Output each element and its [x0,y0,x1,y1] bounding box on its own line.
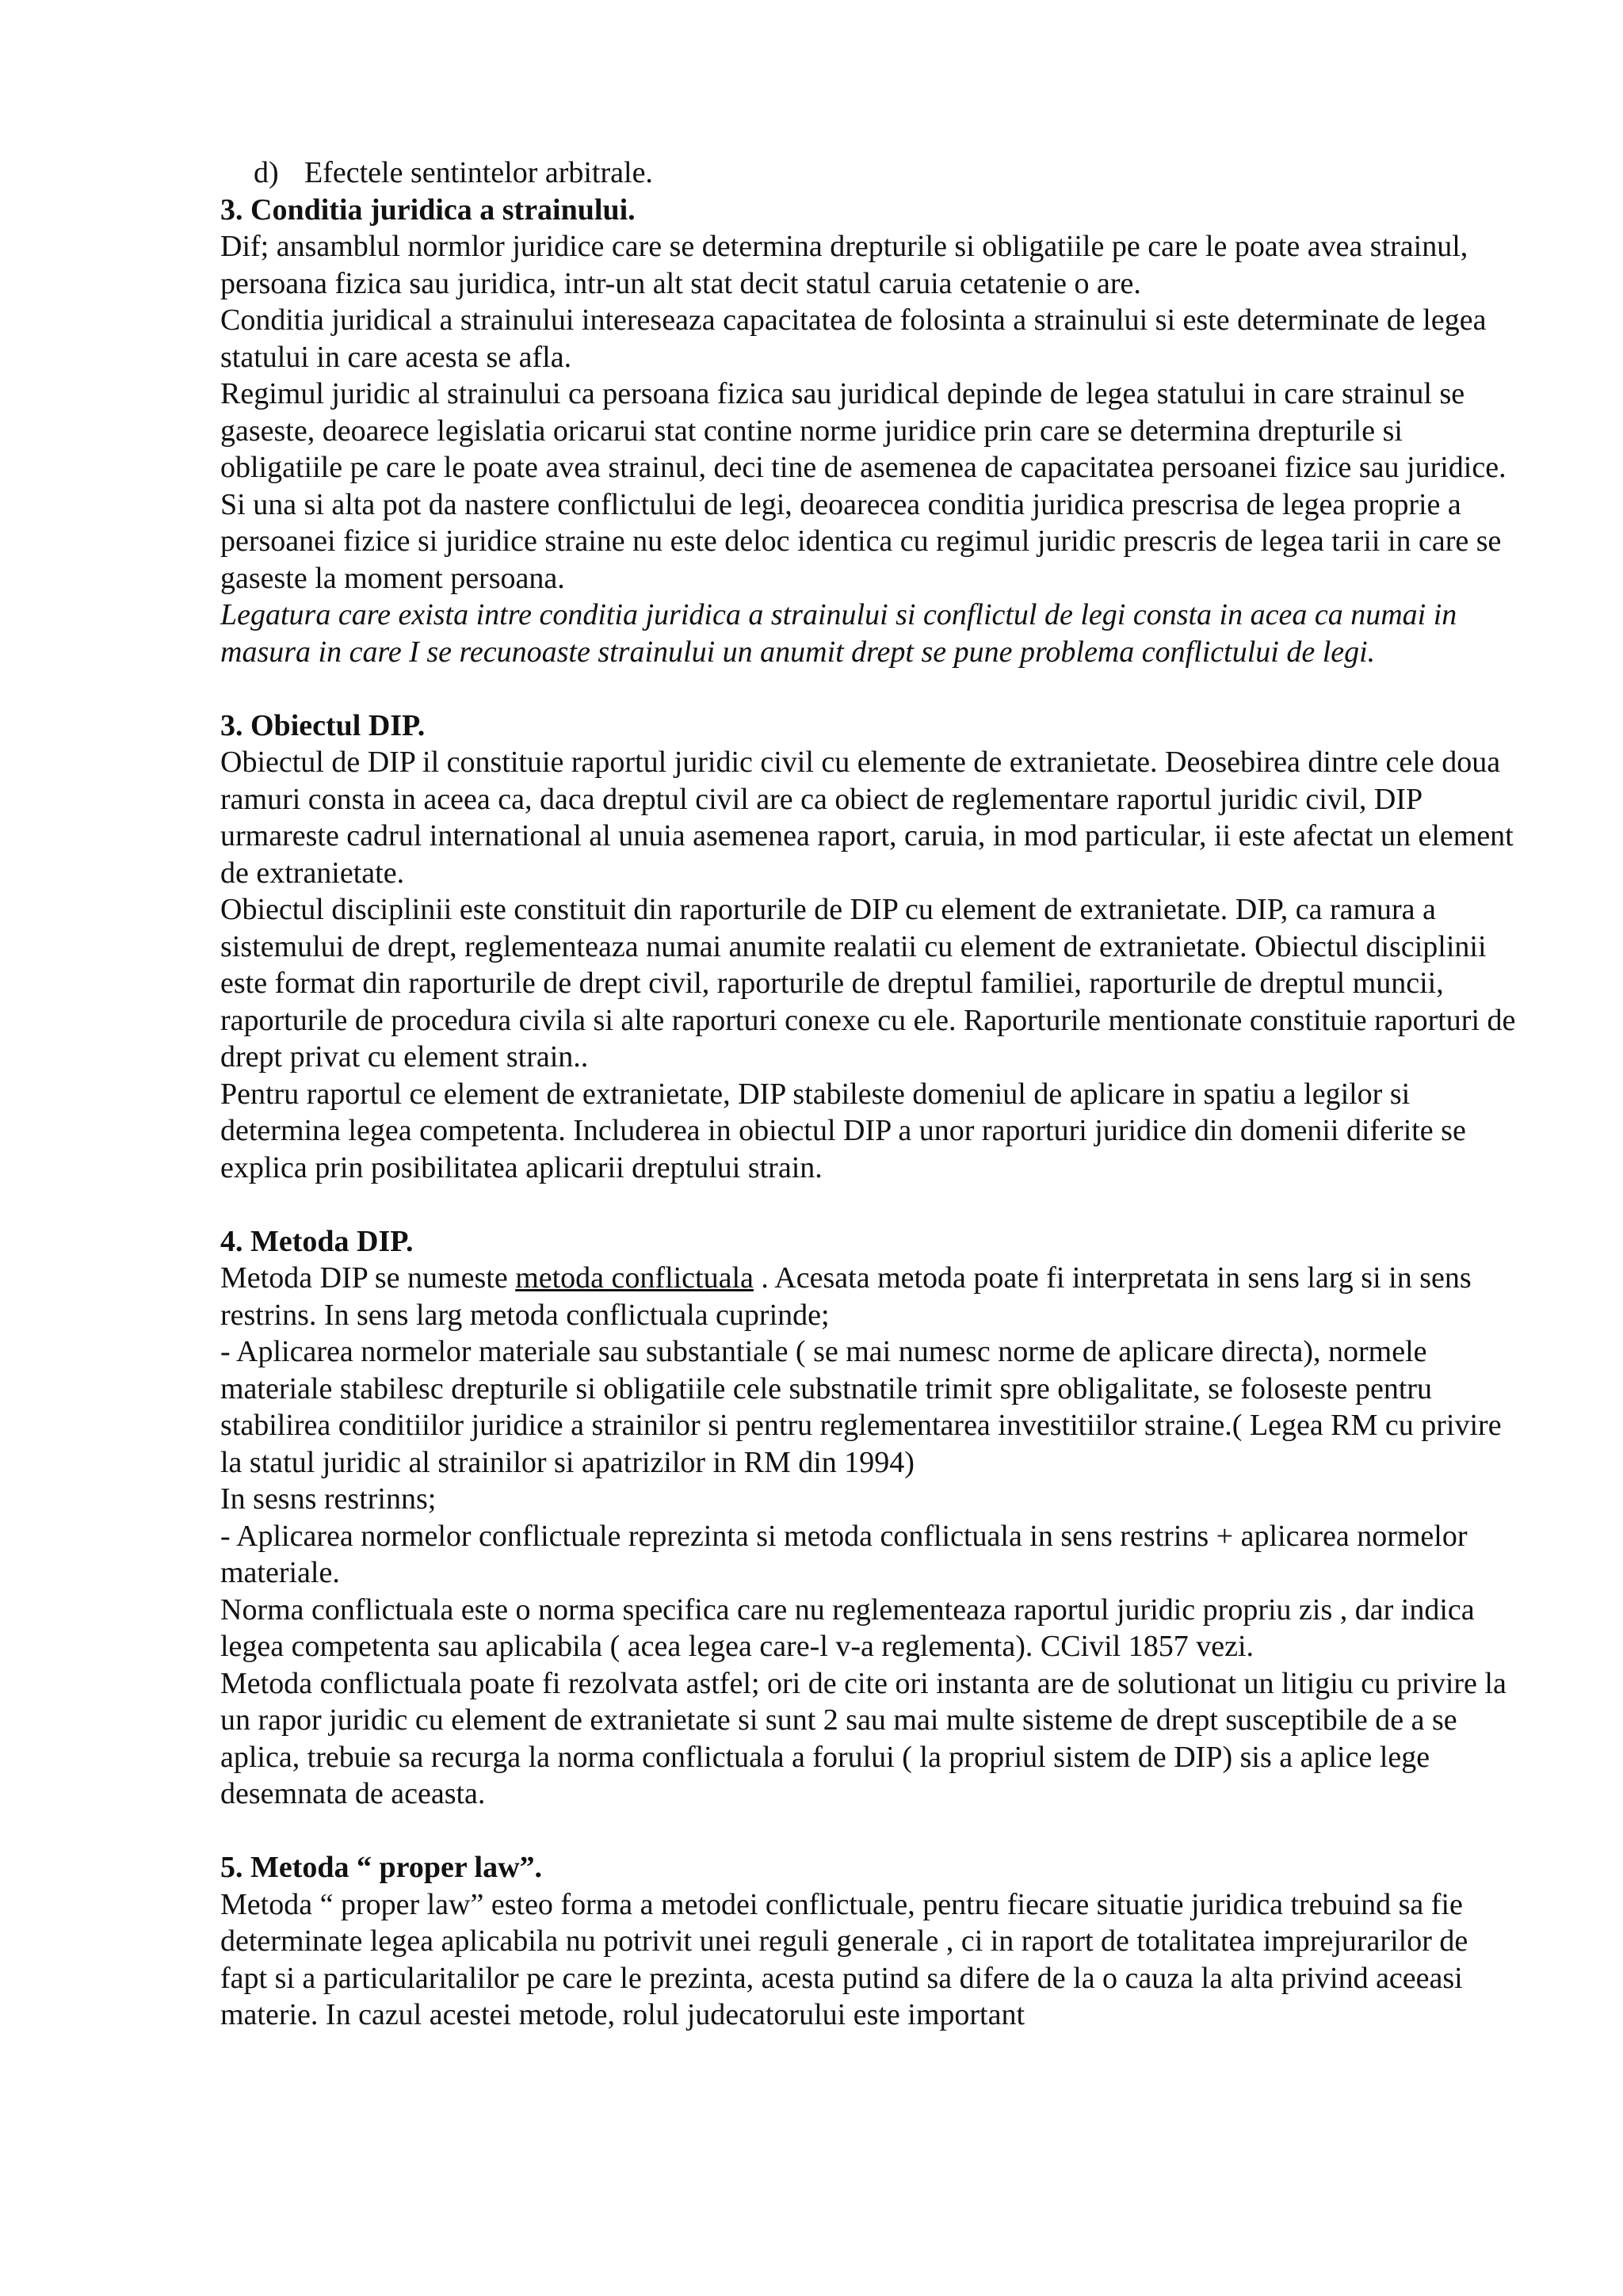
text-run: . Acesata metoda poate fi interpretata in sens larg si in sens restrins. In sens larg metoda conflictuala cuprinde; [220,1261,1472,1332]
paragraph: - Aplicarea normelor conflictuale reprezinta si metoda conflictuala in sens restrins + aplicarea normelor materiale. [220,1519,1468,1589]
heading-metoda-dip: 4. Metoda DIP. [220,1224,414,1258]
paragraph: Pentru raportul ce element de extranietate, DIP stabileste domeniul de aplicare in spatiu a legilor si determina legea competenta. Includerea in obiectul DIP a unor raporturi juridice din domenii diferite se explica prin posibilitatea aplicarii dreptului strain. [220,1077,1466,1184]
document-body [220,154,1520,2034]
list-item-d [254,154,1520,192]
paragraph: Norma conflictuala este o norma specifica care nu reglementeaza raportul juridic propriu zis , dar indica legea competenta sau aplicabila ( acea legea care-l v-a reglementa). CCivil 1857 vezi. [220,1592,1475,1663]
underlined-term: metoda conflictuala [515,1261,754,1295]
blank-line [220,670,1520,707]
paragraph: Conditia juridical a strainului intereseaza capacitatea de folosinta a strainului si este determinate de legea statului in care acesta se afla. [220,303,1487,374]
paragraph: In sesns restrinns; [220,1482,437,1516]
paragraph: Obiectul disciplinii este constituit din raporturile de DIP cu element de extranietate. DIP, ca ramura a sistemului de drept, reglementeaza numai anumite realatii cu element de extranietate. Obiectul disciplinii este format din raporturile de drept civil, raporturile de dreptul familiei, raporturile de dreptul muncii, raporturile de procedura civila si alte raporturi conexe cu ele. Raporturile mentionate constituie raporturi de drept privat cu element strain.. [220,893,1516,1074]
paragraph: Regimul juridic al strainului ca persoana fizica sau juridical depinde de legea statului in care strainul se gaseste, deoarece legislatia oricarui stat contine norme juridice prin care se determina drepturile si obligatiile pe care le poate avea strainul, deci tine de asemenea de capacitatea persoanei fizice sau juridice. Si una si alta pot da nastere conflictului de legi, deoarecea conditia juridica prescrisa de legea proprie a persoanei fizice si juridice straine nu este deloc identica cu regimul juridic prescris de legea tarii in care se gaseste la moment persoana. [220,377,1507,595]
list-marker: d) [254,156,279,189]
paragraph: Metoda conflictuala poate fi rezolvata astfel; ori de cite ori instanta are de solutionat un litigiu cu privire la un rapor juridic cu element de extranietate si sunt 2 sau mai multe sisteme de drept susceptibile de a se aplica, trebuie sa recurga la norma conflictuala a forului ( la propriul sistem de DIP) sis a aplice lege desemnata de aceasta. [220,1666,1507,1810]
heading-conditia-juridica: 3. Conditia juridica a strainului. [220,193,636,227]
paragraph: Obiectul de DIP il constituie raportul juridic civil cu elemente de extranietate. Deosebirea dintre cele doua ramuri consta in aceea ca, daca dreptul civil are ca obiect de reglementare raportul juridic civil, DIP urmareste cadrul international al unuia asemenea raport, caruia, in mod particular, ii este afectat un element de extranietate. [220,746,1514,890]
blank-line [220,1186,1520,1223]
italic-paragraph: Legatura care exista intre conditia juridica a strainului si conflictul de legi consta in acea ca numai in masura in care I se recunoaste strainului un anumit drept se pune problema conflictului de legi. [220,598,1457,669]
heading-metoda-proper-law: 5. Metoda “ proper law”. [220,1851,543,1884]
blank-line [220,1813,1520,1850]
paragraph: Dif; ansamblul normlor juridice care se determina drepturile si obligatiile pe care le poate avea strainul, persoana fizica sau juridica, intr-un alt stat decit statul caruia cetatenie o are. [220,230,1468,300]
list-item-text: Efectele sentintelor arbitrale. [304,156,653,189]
text-run: Metoda DIP se numeste [220,1261,516,1295]
paragraph: - Aplicarea normelor materiale sau substantiale ( se mai numesc norme de aplicare directa), normele materiale stabilesc drepturile si obligatiile cele substnatile trimit spre obligalitate, se foloseste pentru stabilirea conditiilor juridice a strainilor si pentru reglementarea investitiilor straine.( Legea RM cu privire la statul juridic al strainilor si apatrizilor in RM din 1994) [220,1335,1502,1479]
heading-obiectul-dip: 3. Obiectul DIP. [220,708,426,742]
paragraph: Metoda “ proper law” esteo forma a metodei conflictuale, pentru fiecare situatie juridica trebuind sa fie determinate legea aplicabila nu potrivit unei reguli generale , ci in raport de totalitatea imprejurarilor de fapt si a particularitalilor pe care le prezinta, acesta putind sa difere de la o cauza la alta privind aceeasi materie. In cazul acestei metode, rolul judecatorului este important [220,1887,1468,2031]
paragraph [220,1260,1520,1333]
